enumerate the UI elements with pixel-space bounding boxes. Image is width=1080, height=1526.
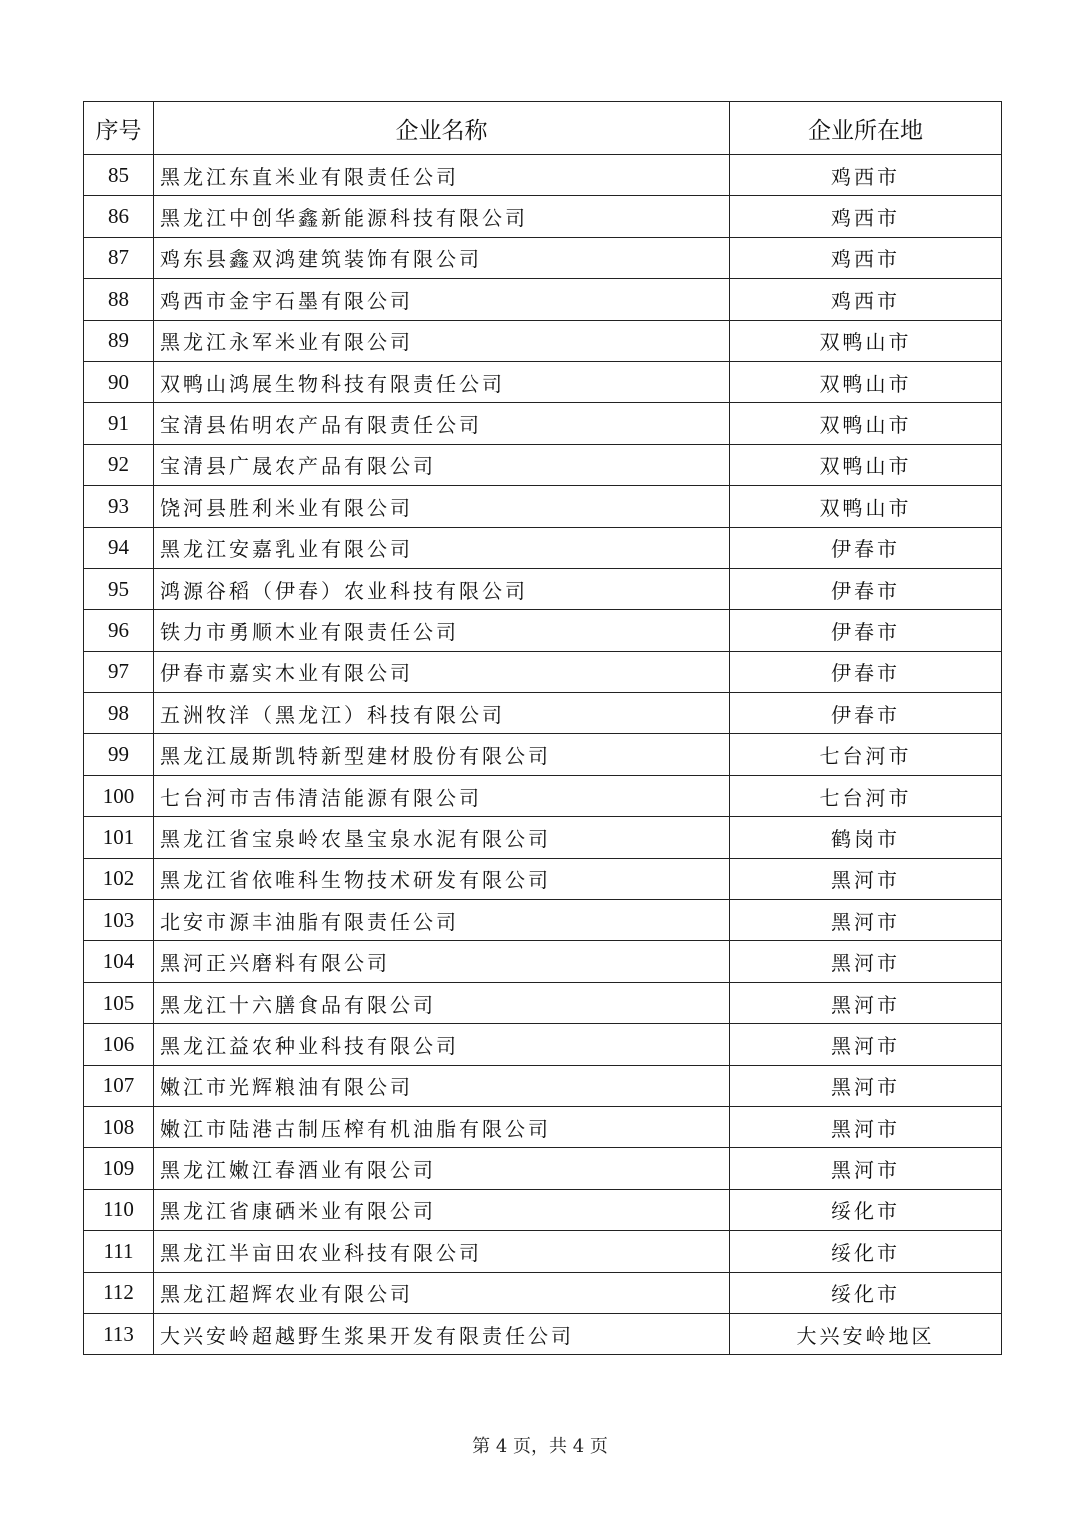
row-company-location: 黑河市 [730,1024,1002,1065]
row-company-location: 七台河市 [730,775,1002,816]
row-company-location: 绥化市 [730,1272,1002,1313]
row-company-name: 双鸭山鸿展生物科技有限责任公司 [154,361,730,402]
row-company-name: 宝清县广晟农产品有限公司 [154,444,730,485]
row-company-location: 双鸭山市 [730,444,1002,485]
table-row [84,1024,1002,1065]
table-row [84,900,1002,941]
row-company-location: 黑河市 [730,941,1002,982]
row-company-name: 五洲牧洋（黑龙江）科技有限公司 [154,693,730,734]
row-company-location: 鹤岗市 [730,817,1002,858]
row-company-name: 黑龙江半亩田农业科技有限公司 [154,1231,730,1272]
table-row [84,1065,1002,1106]
row-company-name: 七台河市吉伟清洁能源有限公司 [154,775,730,816]
row-serial-number: 86 [84,196,154,237]
row-serial-number: 98 [84,693,154,734]
row-serial-number: 100 [84,775,154,816]
header-row [84,102,1002,155]
row-serial-number: 94 [84,527,154,568]
table-row [84,155,1002,196]
row-company-name: 黑龙江安嘉乳业有限公司 [154,527,730,568]
row-company-location: 绥化市 [730,1231,1002,1272]
table-row [84,817,1002,858]
row-company-location: 鸡西市 [730,196,1002,237]
row-serial-number: 93 [84,486,154,527]
table-row [84,982,1002,1023]
row-company-location: 黑河市 [730,900,1002,941]
row-company-name: 伊春市嘉实木业有限公司 [154,651,730,692]
table-row [84,527,1002,568]
row-company-name: 黑龙江益农种业科技有限公司 [154,1024,730,1065]
row-serial-number: 99 [84,734,154,775]
row-company-location: 伊春市 [730,568,1002,609]
row-serial-number: 103 [84,900,154,941]
row-serial-number: 107 [84,1065,154,1106]
row-company-location: 绥化市 [730,1189,1002,1230]
row-company-name: 北安市源丰油脂有限责任公司 [154,900,730,941]
row-serial-number: 90 [84,361,154,402]
row-serial-number: 85 [84,155,154,196]
row-company-name: 黑龙江省康硒米业有限公司 [154,1189,730,1230]
page-number-footer: 第 4 页，共 4 页 [472,1436,608,1457]
row-company-location: 伊春市 [730,651,1002,692]
header-company-name: 企业名称 [154,102,730,155]
table-row [84,1148,1002,1189]
row-company-name: 铁力市勇顺木业有限责任公司 [154,610,730,651]
table-row [84,941,1002,982]
row-company-name: 黑龙江晟斯凯特新型建材股份有限公司 [154,734,730,775]
table-row [84,568,1002,609]
row-company-location: 双鸭山市 [730,361,1002,402]
row-serial-number: 112 [84,1272,154,1313]
row-serial-number: 97 [84,651,154,692]
table-row [84,403,1002,444]
table-body [84,155,1002,1355]
row-serial-number: 101 [84,817,154,858]
row-serial-number: 89 [84,320,154,361]
row-serial-number: 113 [84,1313,154,1354]
table-row [84,444,1002,485]
row-company-name: 黑龙江省宝泉岭农垦宝泉水泥有限公司 [154,817,730,858]
row-serial-number: 108 [84,1106,154,1147]
row-company-location: 黑河市 [730,858,1002,899]
table-row [84,858,1002,899]
row-company-location: 伊春市 [730,610,1002,651]
row-company-location: 黑河市 [730,1065,1002,1106]
row-company-location: 鸡西市 [730,155,1002,196]
row-company-location: 双鸭山市 [730,403,1002,444]
row-serial-number: 109 [84,1148,154,1189]
table-row [84,279,1002,320]
row-serial-number: 102 [84,858,154,899]
row-company-location: 鸡西市 [730,237,1002,278]
row-company-name: 黑龙江东直米业有限责任公司 [154,155,730,196]
row-company-name: 鸡西市金宇石墨有限公司 [154,279,730,320]
table-row [84,486,1002,527]
table-row [84,1231,1002,1272]
table-row [84,651,1002,692]
row-serial-number: 92 [84,444,154,485]
row-company-location: 鸡西市 [730,279,1002,320]
row-serial-number: 91 [84,403,154,444]
header-serial-number: 序号 [84,102,154,155]
row-company-location: 黑河市 [730,1148,1002,1189]
row-company-location: 伊春市 [730,527,1002,568]
row-company-location: 双鸭山市 [730,486,1002,527]
table-header [84,102,1002,155]
row-company-name: 宝清县佑明农产品有限责任公司 [154,403,730,444]
row-company-name: 鸿源谷稻（伊春）农业科技有限公司 [154,568,730,609]
row-company-name: 黑龙江超辉农业有限公司 [154,1272,730,1313]
table-row [84,610,1002,651]
row-company-name: 饶河县胜利米业有限公司 [154,486,730,527]
enterprise-table [83,101,1002,1355]
table-row [84,734,1002,775]
row-company-location: 双鸭山市 [730,320,1002,361]
table-row [84,693,1002,734]
row-company-name: 大兴安岭超越野生浆果开发有限责任公司 [154,1313,730,1354]
row-company-name: 黑河正兴磨料有限公司 [154,941,730,982]
row-company-location: 黑河市 [730,1106,1002,1147]
row-company-location: 大兴安岭地区 [730,1313,1002,1354]
row-company-location: 伊春市 [730,693,1002,734]
row-serial-number: 96 [84,610,154,651]
table-row [84,1189,1002,1230]
row-serial-number: 95 [84,568,154,609]
row-company-name: 黑龙江十六膳食品有限公司 [154,982,730,1023]
row-company-location: 七台河市 [730,734,1002,775]
row-serial-number: 110 [84,1189,154,1230]
row-company-location: 黑河市 [730,982,1002,1023]
header-company-location: 企业所在地 [730,102,1002,155]
table-row [84,775,1002,816]
table-row [84,1106,1002,1147]
row-serial-number: 106 [84,1024,154,1065]
row-serial-number: 87 [84,237,154,278]
table-row [84,1313,1002,1354]
row-company-name: 鸡东县鑫双鸿建筑装饰有限公司 [154,237,730,278]
row-serial-number: 111 [84,1231,154,1272]
row-company-name: 黑龙江嫩江春酒业有限公司 [154,1148,730,1189]
row-company-name: 黑龙江永军米业有限公司 [154,320,730,361]
row-company-name: 黑龙江省依唯科生物技术研发有限公司 [154,858,730,899]
row-company-name: 嫩江市陆港古制压榨有机油脂有限公司 [154,1106,730,1147]
table-row [84,1272,1002,1313]
row-company-name: 黑龙江中创华鑫新能源科技有限公司 [154,196,730,237]
row-serial-number: 104 [84,941,154,982]
row-company-name: 嫩江市光辉粮油有限公司 [154,1065,730,1106]
table-row [84,196,1002,237]
table-row [84,320,1002,361]
row-serial-number: 105 [84,982,154,1023]
row-serial-number: 88 [84,279,154,320]
table-row [84,237,1002,278]
table-row [84,361,1002,402]
